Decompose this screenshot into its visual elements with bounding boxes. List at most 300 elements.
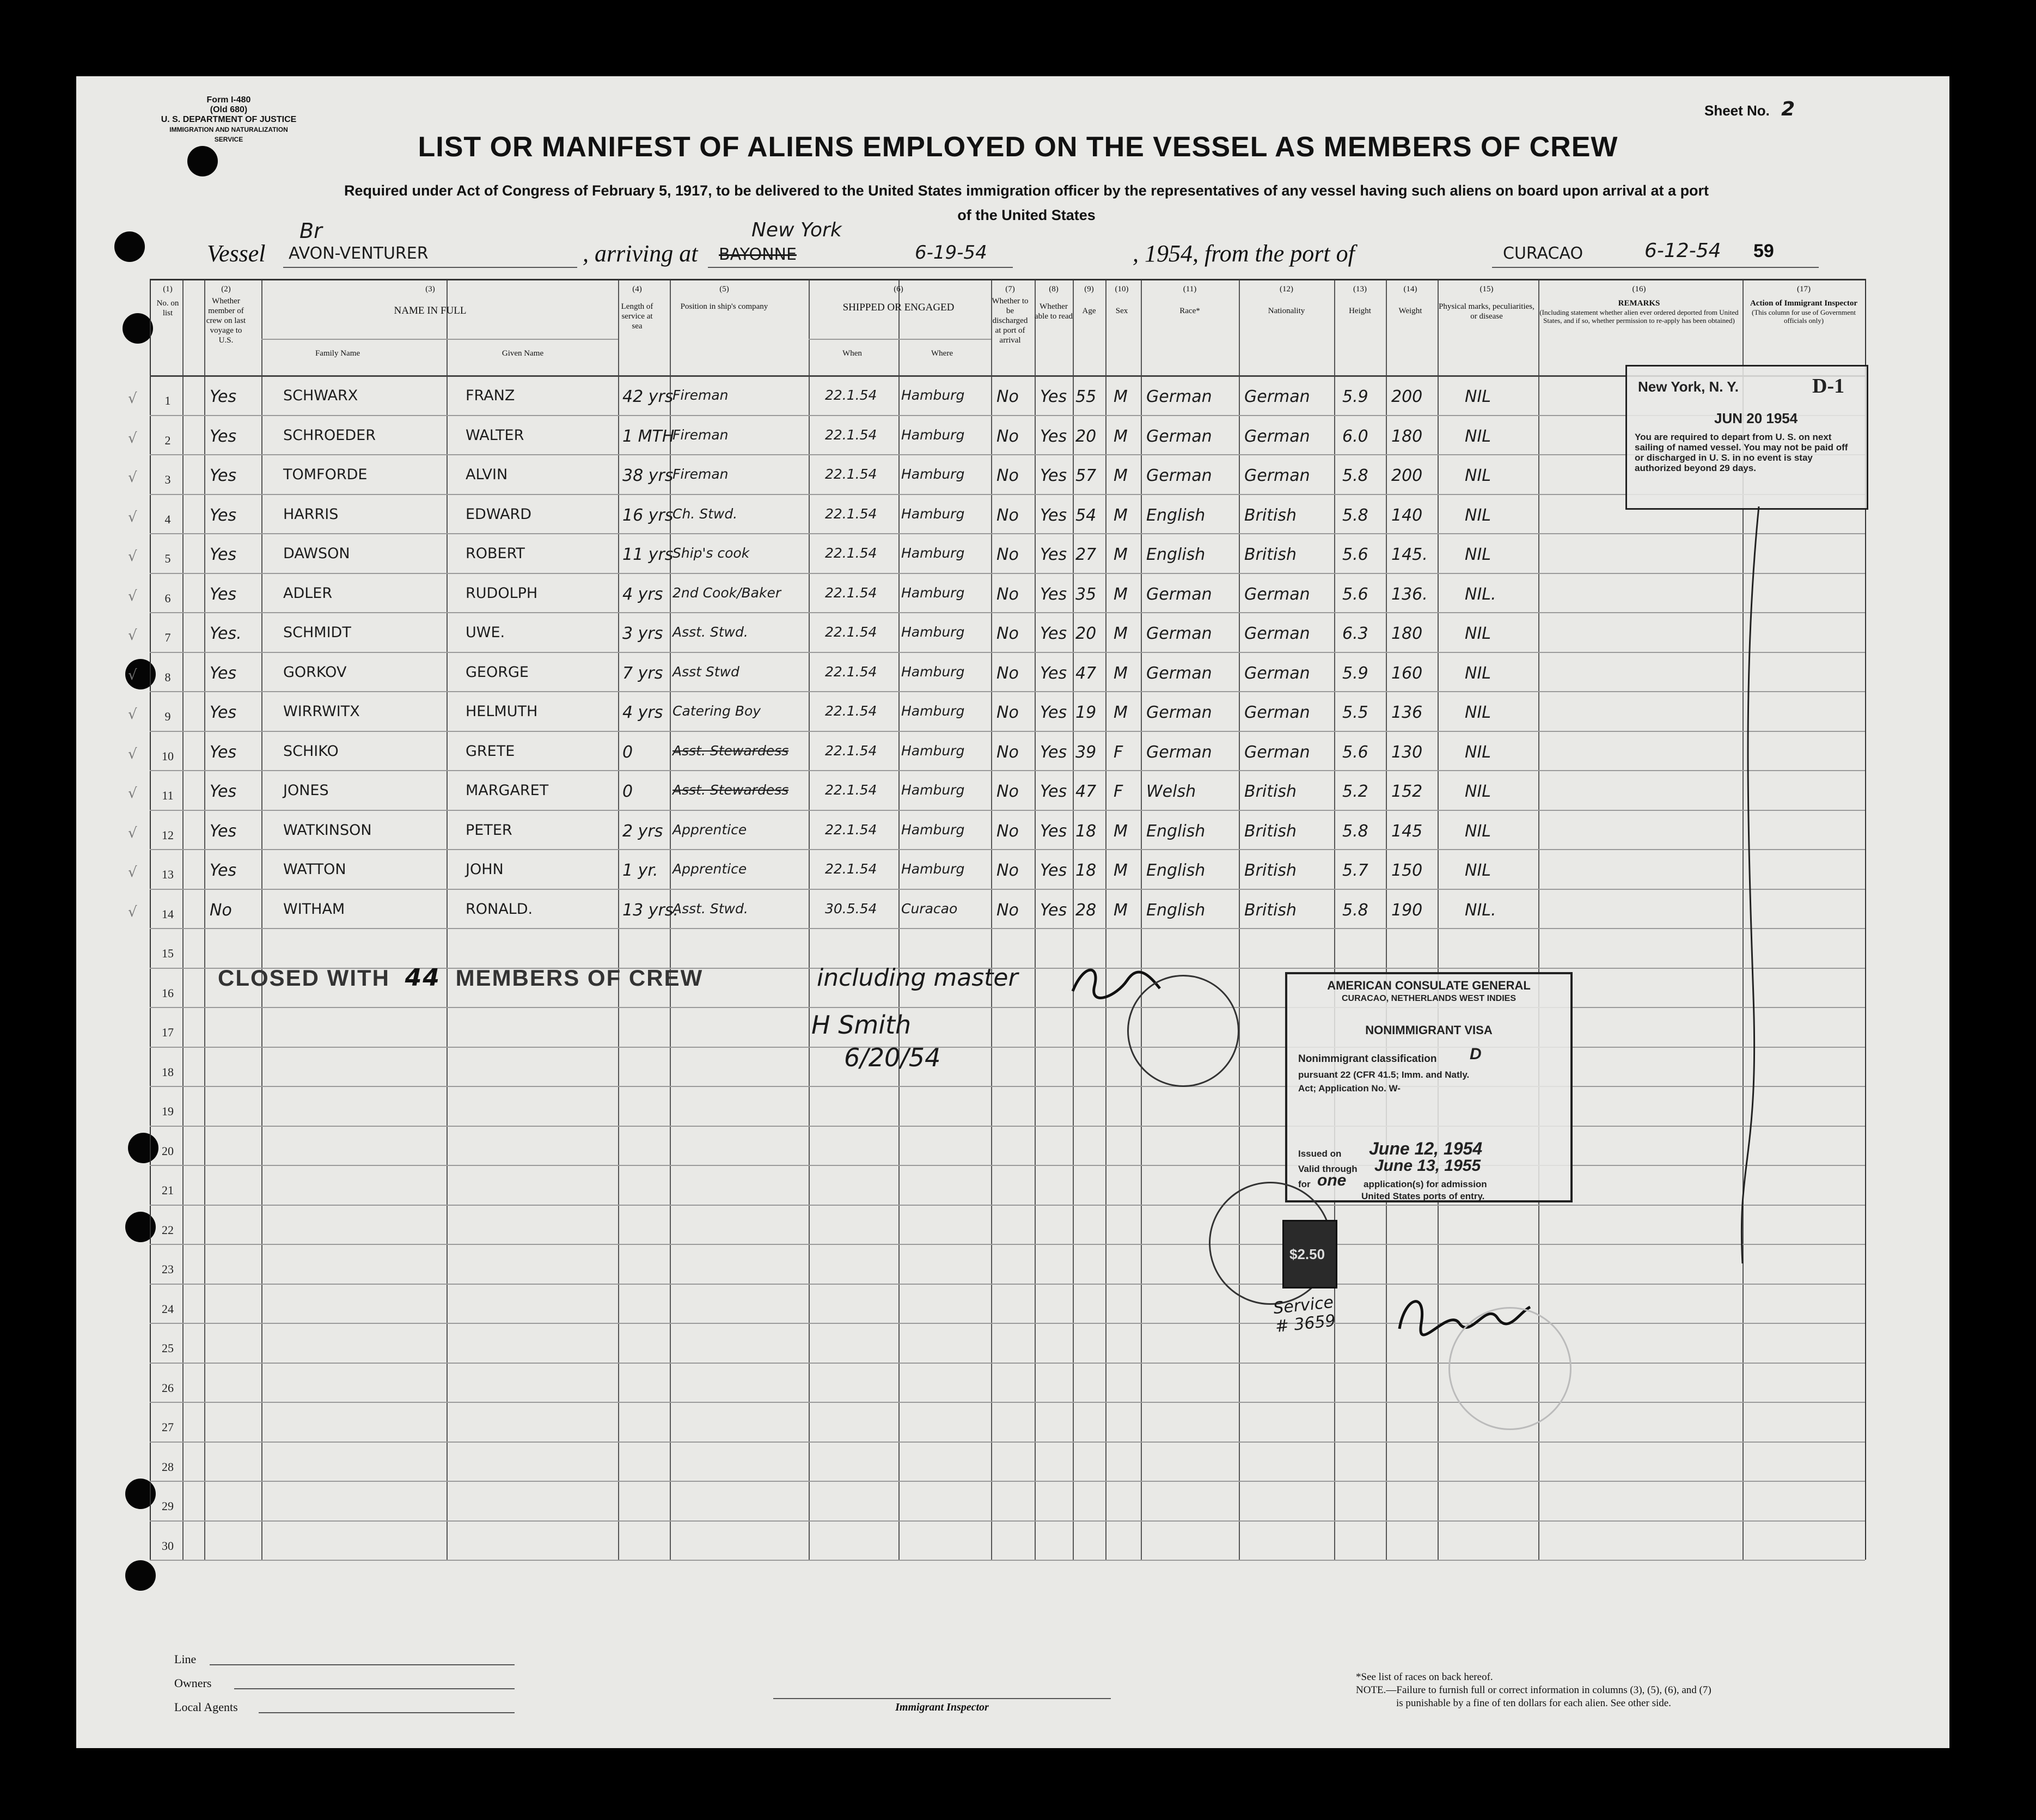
cell-shipped-where: Hamburg	[901, 545, 965, 561]
year-label: , 1954, from the port of	[1133, 240, 1355, 267]
visa-for-label: for	[1298, 1179, 1311, 1189]
cell-age: 19	[1075, 703, 1097, 722]
row-number: 4	[164, 512, 171, 526]
cell-race: English	[1146, 545, 1206, 564]
cell-to-be-discharged: No	[996, 624, 1019, 643]
cell-sex: F	[1114, 782, 1123, 801]
cell-race: German	[1146, 387, 1212, 406]
cell-nationality: British	[1244, 821, 1297, 841]
row-number: 27	[162, 1420, 174, 1434]
row-number: 3	[164, 473, 171, 486]
check-mark-icon: √	[128, 746, 137, 762]
cell-weight: 200	[1391, 387, 1423, 406]
ny-arrival-stamp	[1625, 365, 1868, 510]
cell-able-to-read: Yes	[1040, 545, 1067, 564]
cell-race: German	[1146, 703, 1212, 722]
cell-height: 5.8	[1342, 821, 1368, 841]
cell-nationality: German	[1244, 663, 1310, 683]
cell-race: English	[1146, 505, 1206, 525]
form-old-number: (Old 680)	[210, 105, 248, 114]
footer-note-penalty-cont: is punishable by a fine of ten dollars for each alien. See other side.	[1396, 1697, 1671, 1709]
cell-sex: M	[1114, 821, 1128, 841]
row-number: 18	[162, 1065, 174, 1079]
row-number: 12	[162, 828, 174, 842]
cell-service-length: 16 yrs	[622, 505, 674, 525]
col-10-header: (10) Sex	[1115, 285, 1129, 315]
cell-position: Asst Stwd	[672, 663, 739, 680]
row-number: 15	[162, 946, 174, 960]
check-mark-icon: √	[128, 825, 137, 841]
cell-sex: F	[1114, 742, 1123, 762]
cell-able-to-read: Yes	[1040, 861, 1067, 880]
cell-given-name: HELMUTH	[466, 703, 538, 720]
cell-nationality: British	[1244, 900, 1297, 920]
row-number: 10	[162, 749, 174, 763]
check-mark-icon: √	[128, 548, 137, 565]
cell-age: 54	[1075, 505, 1097, 525]
subtitle-line-2: of the United States	[957, 207, 1096, 223]
cell-given-name: PETER	[466, 821, 512, 839]
row-number: 5	[164, 552, 171, 565]
footer-note-penalty: NOTE.—Failure to furnish full or correct information in columns (3), (5), (6), and (7)	[1356, 1684, 1711, 1696]
cell-race: German	[1146, 584, 1212, 604]
row-number: 24	[162, 1302, 174, 1316]
cell-shipped-when: 22.1.54	[825, 782, 877, 798]
footer-fields	[174, 1647, 238, 1719]
punch-hole	[114, 231, 145, 262]
cell-height: 5.6	[1342, 584, 1368, 604]
col-5-header: (5) Position in ship's company	[680, 285, 768, 311]
row-number: 25	[162, 1341, 174, 1355]
cell-weight: 180	[1391, 624, 1423, 643]
check-mark-icon: √	[128, 588, 137, 604]
cell-prev-voyage: Yes	[210, 466, 237, 485]
page-mark: 59	[1753, 241, 1774, 261]
col-7-header: (7) Whether to be discharged at port of arrival	[992, 285, 1029, 345]
check-mark-icon: √	[128, 667, 137, 683]
cell-shipped-where: Curacao	[901, 900, 958, 917]
cell-weight: 200	[1391, 466, 1423, 485]
consulate-seal	[1127, 975, 1239, 1087]
col-4-header: (4) Length of service at sea	[621, 285, 653, 331]
cell-to-be-discharged: No	[996, 584, 1019, 604]
visa-valid-label: Valid through	[1298, 1164, 1358, 1174]
cell-physical-marks: NIL	[1465, 466, 1491, 485]
cell-prev-voyage: Yes.	[210, 624, 242, 643]
from-date: 6-12-54	[1644, 240, 1721, 262]
cell-weight: 136	[1391, 703, 1423, 722]
col-11-header: (11) Race*	[1179, 285, 1200, 315]
cell-age: 47	[1075, 782, 1097, 801]
cell-shipped-when: 22.1.54	[825, 545, 877, 561]
cell-prev-voyage: Yes	[210, 545, 237, 564]
cell-height: 5.6	[1342, 545, 1368, 564]
cell-position: 2nd Cook/Baker	[672, 584, 781, 601]
inspector-initials: H Smith	[811, 1010, 912, 1040]
cell-service-length: 1 MTH	[622, 426, 675, 446]
cell-height: 5.8	[1342, 466, 1368, 485]
check-mark-icon: √	[128, 706, 137, 723]
col-14-header: (14) Weight	[1398, 285, 1422, 315]
cell-age: 47	[1075, 663, 1097, 683]
ny-stamp-place: New York, N. Y.	[1638, 378, 1739, 395]
row-number: 7	[164, 631, 171, 644]
cell-physical-marks: NIL	[1465, 861, 1491, 880]
cell-service-length: 4 yrs	[622, 584, 663, 604]
sheet-label: Sheet No.	[1704, 102, 1770, 119]
cell-prev-voyage: Yes	[210, 663, 237, 683]
punch-hole	[123, 313, 153, 344]
cell-physical-marks: NIL	[1465, 387, 1491, 406]
cell-height: 6.3	[1342, 624, 1368, 643]
col-16-header: (16) REMARKS (Including statement whether alien ever ordered deported from United States, and if so, whether permission to re-apply has been obtained)	[1539, 285, 1739, 325]
visa-classification: D	[1470, 1045, 1482, 1063]
check-mark-icon: √	[128, 903, 137, 920]
vessel-name: AVON-VENTURER	[289, 244, 429, 263]
cell-sex: M	[1114, 861, 1128, 880]
visa-type: NONIMMIGRANT VISA	[1365, 1023, 1493, 1037]
cell-family-name: WITHAM	[283, 900, 345, 918]
cell-service-length: 4 yrs	[622, 703, 663, 722]
cell-race: English	[1146, 900, 1206, 920]
cell-family-name: TOMFORDE	[283, 466, 368, 483]
cell-prev-voyage: Yes	[210, 387, 237, 406]
cell-physical-marks: NIL.	[1465, 584, 1496, 604]
visa-location: CURACAO, NETHERLANDS WEST INDIES	[1341, 994, 1516, 1003]
visa-issued-date: June 12, 1954	[1369, 1139, 1483, 1158]
cell-physical-marks: NIL	[1465, 821, 1491, 841]
cell-shipped-where: Hamburg	[901, 703, 965, 719]
cell-service-length: 2 yrs	[622, 821, 663, 841]
col-8-header: (8) Whether able to read	[1035, 285, 1073, 321]
cell-family-name: WIRRWITX	[283, 703, 360, 720]
visa-ports: United States ports of entry.	[1361, 1191, 1485, 1201]
cell-sex: M	[1114, 624, 1128, 643]
cell-given-name: WALTER	[466, 426, 524, 444]
line-field-label: Line	[174, 1652, 197, 1666]
cell-shipped-where: Hamburg	[901, 663, 965, 680]
cell-race: German	[1146, 426, 1212, 446]
cell-weight: 145.	[1391, 545, 1428, 564]
cell-weight: 152	[1391, 782, 1423, 801]
cell-family-name: SCHIKO	[283, 742, 339, 760]
given-name-subheader: Given Name	[502, 349, 544, 358]
cell-prev-voyage: Yes	[210, 703, 237, 722]
cell-sex: M	[1114, 426, 1128, 446]
cell-nationality: German	[1244, 584, 1310, 604]
row-number: 26	[162, 1381, 174, 1395]
cell-nationality: British	[1244, 505, 1297, 525]
cell-shipped-where: Hamburg	[901, 624, 965, 640]
family-name-subheader: Family Name	[315, 349, 360, 358]
cell-to-be-discharged: No	[996, 663, 1019, 683]
cell-shipped-when: 22.1.54	[825, 861, 877, 877]
visa-for-value: one	[1317, 1171, 1347, 1189]
cell-able-to-read: Yes	[1040, 624, 1067, 643]
check-mark-icon: √	[128, 469, 137, 486]
cell-position: Fireman	[672, 466, 729, 482]
cell-sex: M	[1114, 505, 1128, 525]
cell-shipped-when: 22.1.54	[825, 466, 877, 482]
row-number: 29	[162, 1499, 174, 1513]
cell-able-to-read: Yes	[1040, 505, 1067, 525]
cell-able-to-read: Yes	[1040, 387, 1067, 406]
cell-to-be-discharged: No	[996, 426, 1019, 446]
sheet-value: 2	[1781, 98, 1795, 120]
check-mark-icon: √	[128, 627, 137, 644]
cell-weight: 130	[1391, 742, 1423, 762]
visa-act-line: Act; Application No. W-	[1298, 1083, 1401, 1094]
cell-weight: 180	[1391, 426, 1423, 446]
sheet-number	[1704, 98, 1795, 120]
cell-physical-marks: NIL	[1465, 426, 1491, 446]
cell-shipped-where: Hamburg	[901, 861, 965, 877]
cell-shipped-when: 22.1.54	[825, 584, 877, 601]
cell-position: Apprentice	[672, 861, 747, 877]
cell-physical-marks: NIL	[1465, 663, 1491, 683]
cell-nationality: German	[1244, 387, 1310, 406]
cell-to-be-discharged: No	[996, 387, 1019, 406]
cell-to-be-discharged: No	[996, 742, 1019, 762]
cell-shipped-when: 22.1.54	[825, 663, 877, 680]
cell-prev-voyage: Yes	[210, 584, 237, 604]
cell-shipped-where: Hamburg	[901, 466, 965, 482]
cell-physical-marks: NIL	[1465, 545, 1491, 564]
immigrant-inspector-label: Immigrant Inspector	[895, 1701, 989, 1713]
cell-shipped-where: Hamburg	[901, 742, 965, 759]
where-subheader: Where	[931, 349, 953, 358]
cell-given-name: UWE.	[466, 624, 505, 641]
cell-shipped-when: 22.1.54	[825, 387, 877, 403]
cell-given-name: ALVIN	[466, 466, 508, 483]
row-number: 6	[164, 591, 171, 605]
cell-shipped-when: 22.1.54	[825, 742, 877, 759]
cell-service-length: 3 yrs	[622, 624, 663, 643]
cell-sex: M	[1114, 584, 1128, 604]
cell-to-be-discharged: No	[996, 505, 1019, 525]
cell-to-be-discharged: No	[996, 545, 1019, 564]
cell-able-to-read: Yes	[1040, 663, 1067, 683]
cell-position: Apprentice	[672, 821, 747, 838]
cell-nationality: British	[1244, 861, 1297, 880]
cell-age: 39	[1075, 742, 1097, 762]
cell-prev-voyage: Yes	[210, 505, 237, 525]
cell-family-name: DAWSON	[283, 545, 350, 562]
cell-sex: M	[1114, 545, 1128, 564]
cell-weight: 160	[1391, 663, 1423, 683]
cell-position: Asst. Stwd.	[672, 900, 748, 917]
cell-prev-voyage: Yes	[210, 742, 237, 762]
cell-family-name: SCHMIDT	[283, 624, 351, 641]
cell-given-name: ROBERT	[466, 545, 525, 562]
cell-able-to-read: Yes	[1040, 584, 1067, 604]
row-number: 14	[162, 907, 174, 921]
cell-able-to-read: Yes	[1040, 742, 1067, 762]
cell-shipped-when: 30.5.54	[825, 900, 877, 917]
row-number: 23	[162, 1262, 174, 1276]
cell-physical-marks: NIL	[1465, 505, 1491, 525]
cell-able-to-read: Yes	[1040, 821, 1067, 841]
cell-shipped-where: Hamburg	[901, 782, 965, 798]
cell-shipped-where: Hamburg	[901, 426, 965, 443]
cell-to-be-discharged: No	[996, 782, 1019, 801]
cell-position: Ship's cook	[672, 545, 750, 561]
cell-given-name: MARGARET	[466, 782, 549, 799]
check-mark-icon: √	[128, 785, 137, 802]
cell-shipped-when: 22.1.54	[825, 426, 877, 443]
cell-service-length: 0	[622, 742, 633, 762]
cell-sex: M	[1114, 387, 1128, 406]
cell-height: 5.6	[1342, 742, 1368, 762]
cell-to-be-discharged: No	[996, 900, 1019, 920]
cell-able-to-read: Yes	[1040, 782, 1067, 801]
cell-position: Asst. Stewardess	[672, 782, 789, 798]
cell-sex: M	[1114, 466, 1128, 485]
cell-position: Fireman	[672, 426, 729, 443]
cell-able-to-read: Yes	[1040, 900, 1067, 920]
row-number: 9	[164, 710, 171, 723]
cell-service-length: 7 yrs	[622, 663, 663, 683]
closing-date: 6/20/54	[844, 1043, 941, 1072]
crew-count: 44	[405, 964, 441, 992]
cell-shipped-when: 22.1.54	[825, 505, 877, 522]
from-port: CURACAO	[1503, 244, 1583, 263]
cell-height: 5.5	[1342, 703, 1368, 722]
cell-age: 57	[1075, 466, 1097, 485]
cell-family-name: GORKOV	[283, 663, 347, 681]
cell-given-name: GRETE	[466, 742, 515, 760]
cell-race: German	[1146, 663, 1212, 683]
cell-position: Asst. Stewardess	[672, 742, 789, 759]
row-number: 22	[162, 1223, 174, 1237]
cell-family-name: SCHWARX	[283, 387, 358, 404]
service-number: Service # 3659	[1272, 1292, 1337, 1337]
col-12-header: (12) Nationality	[1268, 285, 1305, 315]
cell-physical-marks: NIL	[1465, 742, 1491, 762]
visa-consulate: AMERICAN CONSULATE GENERAL	[1327, 979, 1531, 992]
ny-stamp-text: You are required to depart from U. S. on next sailing of named vessel. You may not be paid off or discharged in U. S. in no event is stay authorized beyond 29 days.	[1635, 432, 1848, 473]
cell-age: 55	[1075, 387, 1097, 406]
check-mark-icon: √	[128, 864, 137, 881]
cell-age: 20	[1075, 624, 1097, 643]
cell-sex: M	[1114, 703, 1128, 722]
footer-notes	[1356, 1671, 1711, 1710]
cell-shipped-when: 22.1.54	[825, 703, 877, 719]
col-3-header: (3) NAME IN FULL	[394, 285, 467, 316]
cell-service-length: 0	[622, 782, 633, 801]
cell-to-be-discharged: No	[996, 466, 1019, 485]
row-number: 11	[162, 789, 174, 802]
cell-physical-marks: NIL	[1465, 703, 1491, 722]
cell-height: 6.0	[1342, 426, 1368, 446]
cell-position: Catering Boy	[672, 703, 761, 719]
vessel-line	[207, 219, 1906, 278]
owners-field-label: Owners	[174, 1676, 212, 1690]
cell-age: 27	[1075, 545, 1097, 564]
cell-race: German	[1146, 466, 1212, 485]
cell-service-length: 1 yr.	[622, 861, 658, 880]
arrival-date: 6-19-54	[915, 242, 987, 264]
row-number: 21	[162, 1183, 174, 1197]
cell-given-name: JOHN	[466, 861, 504, 878]
cell-family-name: ADLER	[283, 584, 333, 602]
closing-stamp	[218, 964, 703, 992]
subtitle-line-1: Required under Act of Congress of February 5, 1917, to be delivered to the United States immigration officer by the representatives of any vessel having such aliens on board upon arrival at a port	[344, 182, 1709, 199]
arriving-port-struck: BAYONNE	[719, 245, 797, 264]
cell-weight: 140	[1391, 505, 1423, 525]
cell-to-be-discharged: No	[996, 821, 1019, 841]
cell-shipped-where: Hamburg	[901, 505, 965, 522]
cell-to-be-discharged: No	[996, 703, 1019, 722]
visa-classification-label: Nonimmigrant classification	[1298, 1053, 1437, 1065]
cell-age: 18	[1075, 821, 1097, 841]
cell-given-name: RONALD.	[466, 900, 533, 918]
cell-family-name: WATTON	[283, 861, 346, 878]
row-number: 17	[162, 1025, 174, 1039]
form-number: Form I-480	[206, 95, 251, 105]
col-17-header: (17) Action of Immigrant Inspector (This column for use of Government officials only)	[1750, 285, 1858, 325]
cell-weight: 150	[1391, 861, 1423, 880]
nonimmigrant-visa-stamp	[1285, 972, 1573, 1202]
cell-prev-voyage: Yes	[210, 426, 237, 446]
vessel-label: Vessel	[207, 240, 266, 267]
fee-stamp	[1282, 1220, 1337, 1288]
cell-physical-marks: NIL.	[1465, 900, 1496, 920]
cell-shipped-where: Hamburg	[901, 584, 965, 601]
cell-nationality: German	[1244, 703, 1310, 722]
arriving-label: , arriving at	[583, 240, 698, 267]
cell-family-name: JONES	[283, 782, 329, 799]
cell-nationality: German	[1244, 466, 1310, 485]
col-9-header: (9) Age	[1082, 285, 1096, 315]
cell-nationality: German	[1244, 742, 1310, 762]
cell-shipped-where: Hamburg	[901, 821, 965, 838]
cell-weight: 136.	[1391, 584, 1428, 604]
cell-race: English	[1146, 821, 1206, 841]
col-2-header: (2) Whether member of crew on last voyage to U.S.	[206, 285, 246, 345]
cell-age: 20	[1075, 426, 1097, 446]
cell-service-length: 11 yrs	[622, 545, 674, 564]
cell-height: 5.9	[1342, 387, 1368, 406]
cell-position: Ch. Stwd.	[672, 505, 738, 522]
check-mark-icon: √	[128, 509, 137, 526]
visa-applications: application(s) for admission	[1364, 1179, 1487, 1189]
cell-race: German	[1146, 742, 1212, 762]
row-number: 30	[162, 1538, 174, 1553]
cell-able-to-read: Yes	[1040, 703, 1067, 722]
cell-position: Fireman	[672, 387, 729, 403]
cell-physical-marks: NIL	[1465, 624, 1491, 643]
cell-shipped-where: Hamburg	[901, 387, 965, 403]
cell-nationality: German	[1244, 426, 1310, 446]
cell-able-to-read: Yes	[1040, 426, 1067, 446]
cell-position: Asst. Stwd.	[672, 624, 748, 640]
cell-height: 5.8	[1342, 505, 1368, 525]
visa-valid-date: June 13, 1955	[1374, 1157, 1481, 1175]
department-name: U. S. DEPARTMENT OF JUSTICE	[161, 115, 297, 124]
col-13-header: (13) Height	[1349, 285, 1371, 315]
cell-weight: 145	[1391, 821, 1423, 841]
cell-shipped-when: 22.1.54	[825, 821, 877, 838]
page-title: LIST OR MANIFEST OF ALIENS EMPLOYED ON THE VESSEL AS MEMBERS OF CREW	[418, 131, 1618, 163]
cell-age: 28	[1075, 900, 1097, 920]
col-15-header: (15) Physical marks, peculiarities, or disease	[1439, 285, 1534, 321]
cell-nationality: German	[1244, 624, 1310, 643]
vessel-prefix: Br	[299, 219, 322, 243]
cell-height: 5.8	[1342, 900, 1368, 920]
cell-age: 35	[1075, 584, 1097, 604]
cell-physical-marks: NIL	[1465, 782, 1491, 801]
